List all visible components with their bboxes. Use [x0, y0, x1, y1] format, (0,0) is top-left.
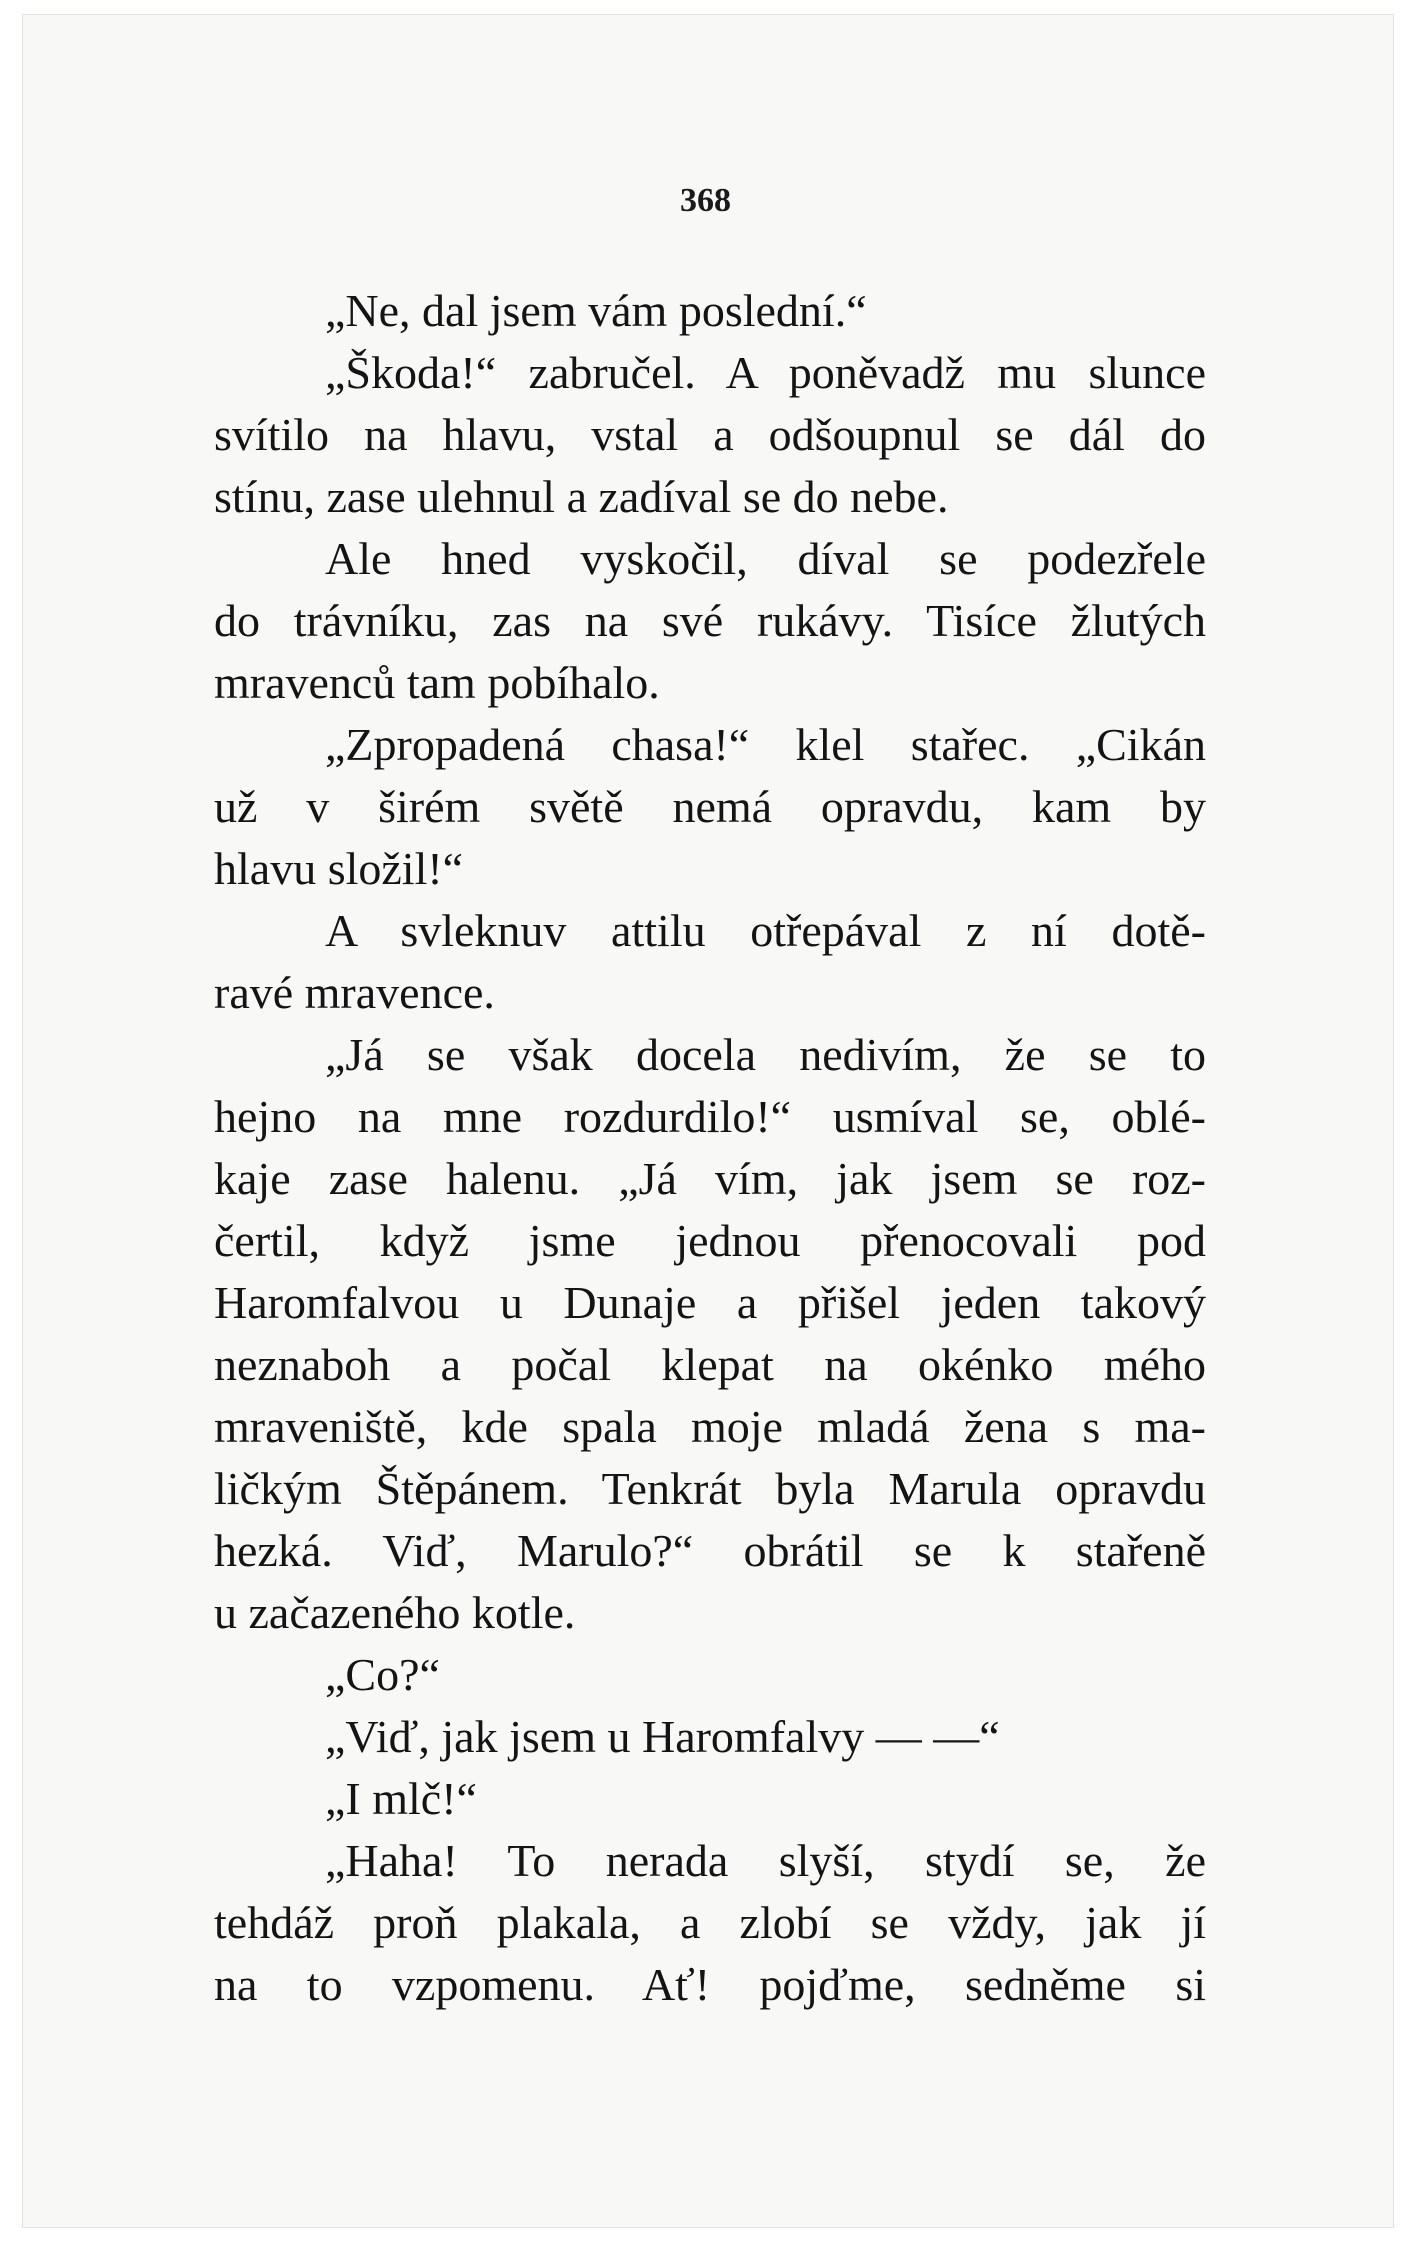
text-line: mraveniště, kde spala moje mladá žena s ma-	[214, 1401, 1206, 1452]
text-line: „I mlč!“	[325, 1773, 477, 1824]
text-line: „Co?“	[325, 1649, 440, 1700]
text-line: na to vzpomenu. Ať! pojďme, sedněme si	[214, 1959, 1206, 2010]
text-line: mravenců tam pobíhalo.	[214, 657, 660, 708]
text-line: do trávníku, zas na své rukávy. Tisíce žlutých	[214, 595, 1206, 646]
body-text	[214, 280, 1206, 2016]
text-line: tehdáž proň plakala, a zlobí se vždy, jak jí	[214, 1897, 1206, 1948]
text-line: „Zpropadená chasa!“ klel stařec. „Cikán	[325, 719, 1206, 770]
text-line: kaje zase halenu. „Já vím, jak jsem se roz-	[214, 1153, 1206, 1204]
text-line: hezká. Viď, Marulo?“ obrátil se k stařeně	[214, 1525, 1206, 1576]
text-line: „Škoda!“ zabručel. A poněvadž mu slunce	[325, 347, 1206, 398]
text-line: Haromfalvou u Dunaje a přišel jeden takový	[214, 1277, 1206, 1328]
text-line: už v širém světě nemá opravdu, kam by	[214, 781, 1206, 832]
text-line: svítilo na hlavu, vstal a odšoupnul se dál do	[214, 409, 1206, 460]
text-line: A svleknuv attilu otřepával z ní dotě-	[325, 905, 1206, 956]
text-line: „Haha! To nerada slyší, stydí se, že	[325, 1835, 1206, 1886]
text-line: Ale hned vyskočil, díval se podezřele	[325, 533, 1206, 584]
text-line: hlavu složil!“	[214, 843, 464, 894]
text-line: čertil, když jsme jednou přenocovali pod	[214, 1215, 1206, 1266]
text-line: stínu, zase ulehnul a zadíval se do nebe.	[214, 471, 949, 522]
text-line: „Ne, dal jsem vám poslední.“	[325, 285, 867, 336]
page-number: 368	[680, 182, 731, 219]
text-line: ličkým Štěpánem. Tenkrát byla Marula opravdu	[214, 1463, 1206, 1514]
text-line: hejno na mne rozdurdilo!“ usmíval se, oblé-	[214, 1091, 1206, 1142]
text-line: neznaboh a počal klepat na okénko mého	[214, 1339, 1206, 1390]
text-line: ravé mravence.	[214, 967, 495, 1018]
text-line: „Viď, jak jsem u Haromfalvy — —“	[325, 1711, 1000, 1762]
text-line: u začazeného kotle.	[214, 1587, 576, 1638]
text-line: „Já se však docela nedivím, že se to	[325, 1029, 1206, 1080]
